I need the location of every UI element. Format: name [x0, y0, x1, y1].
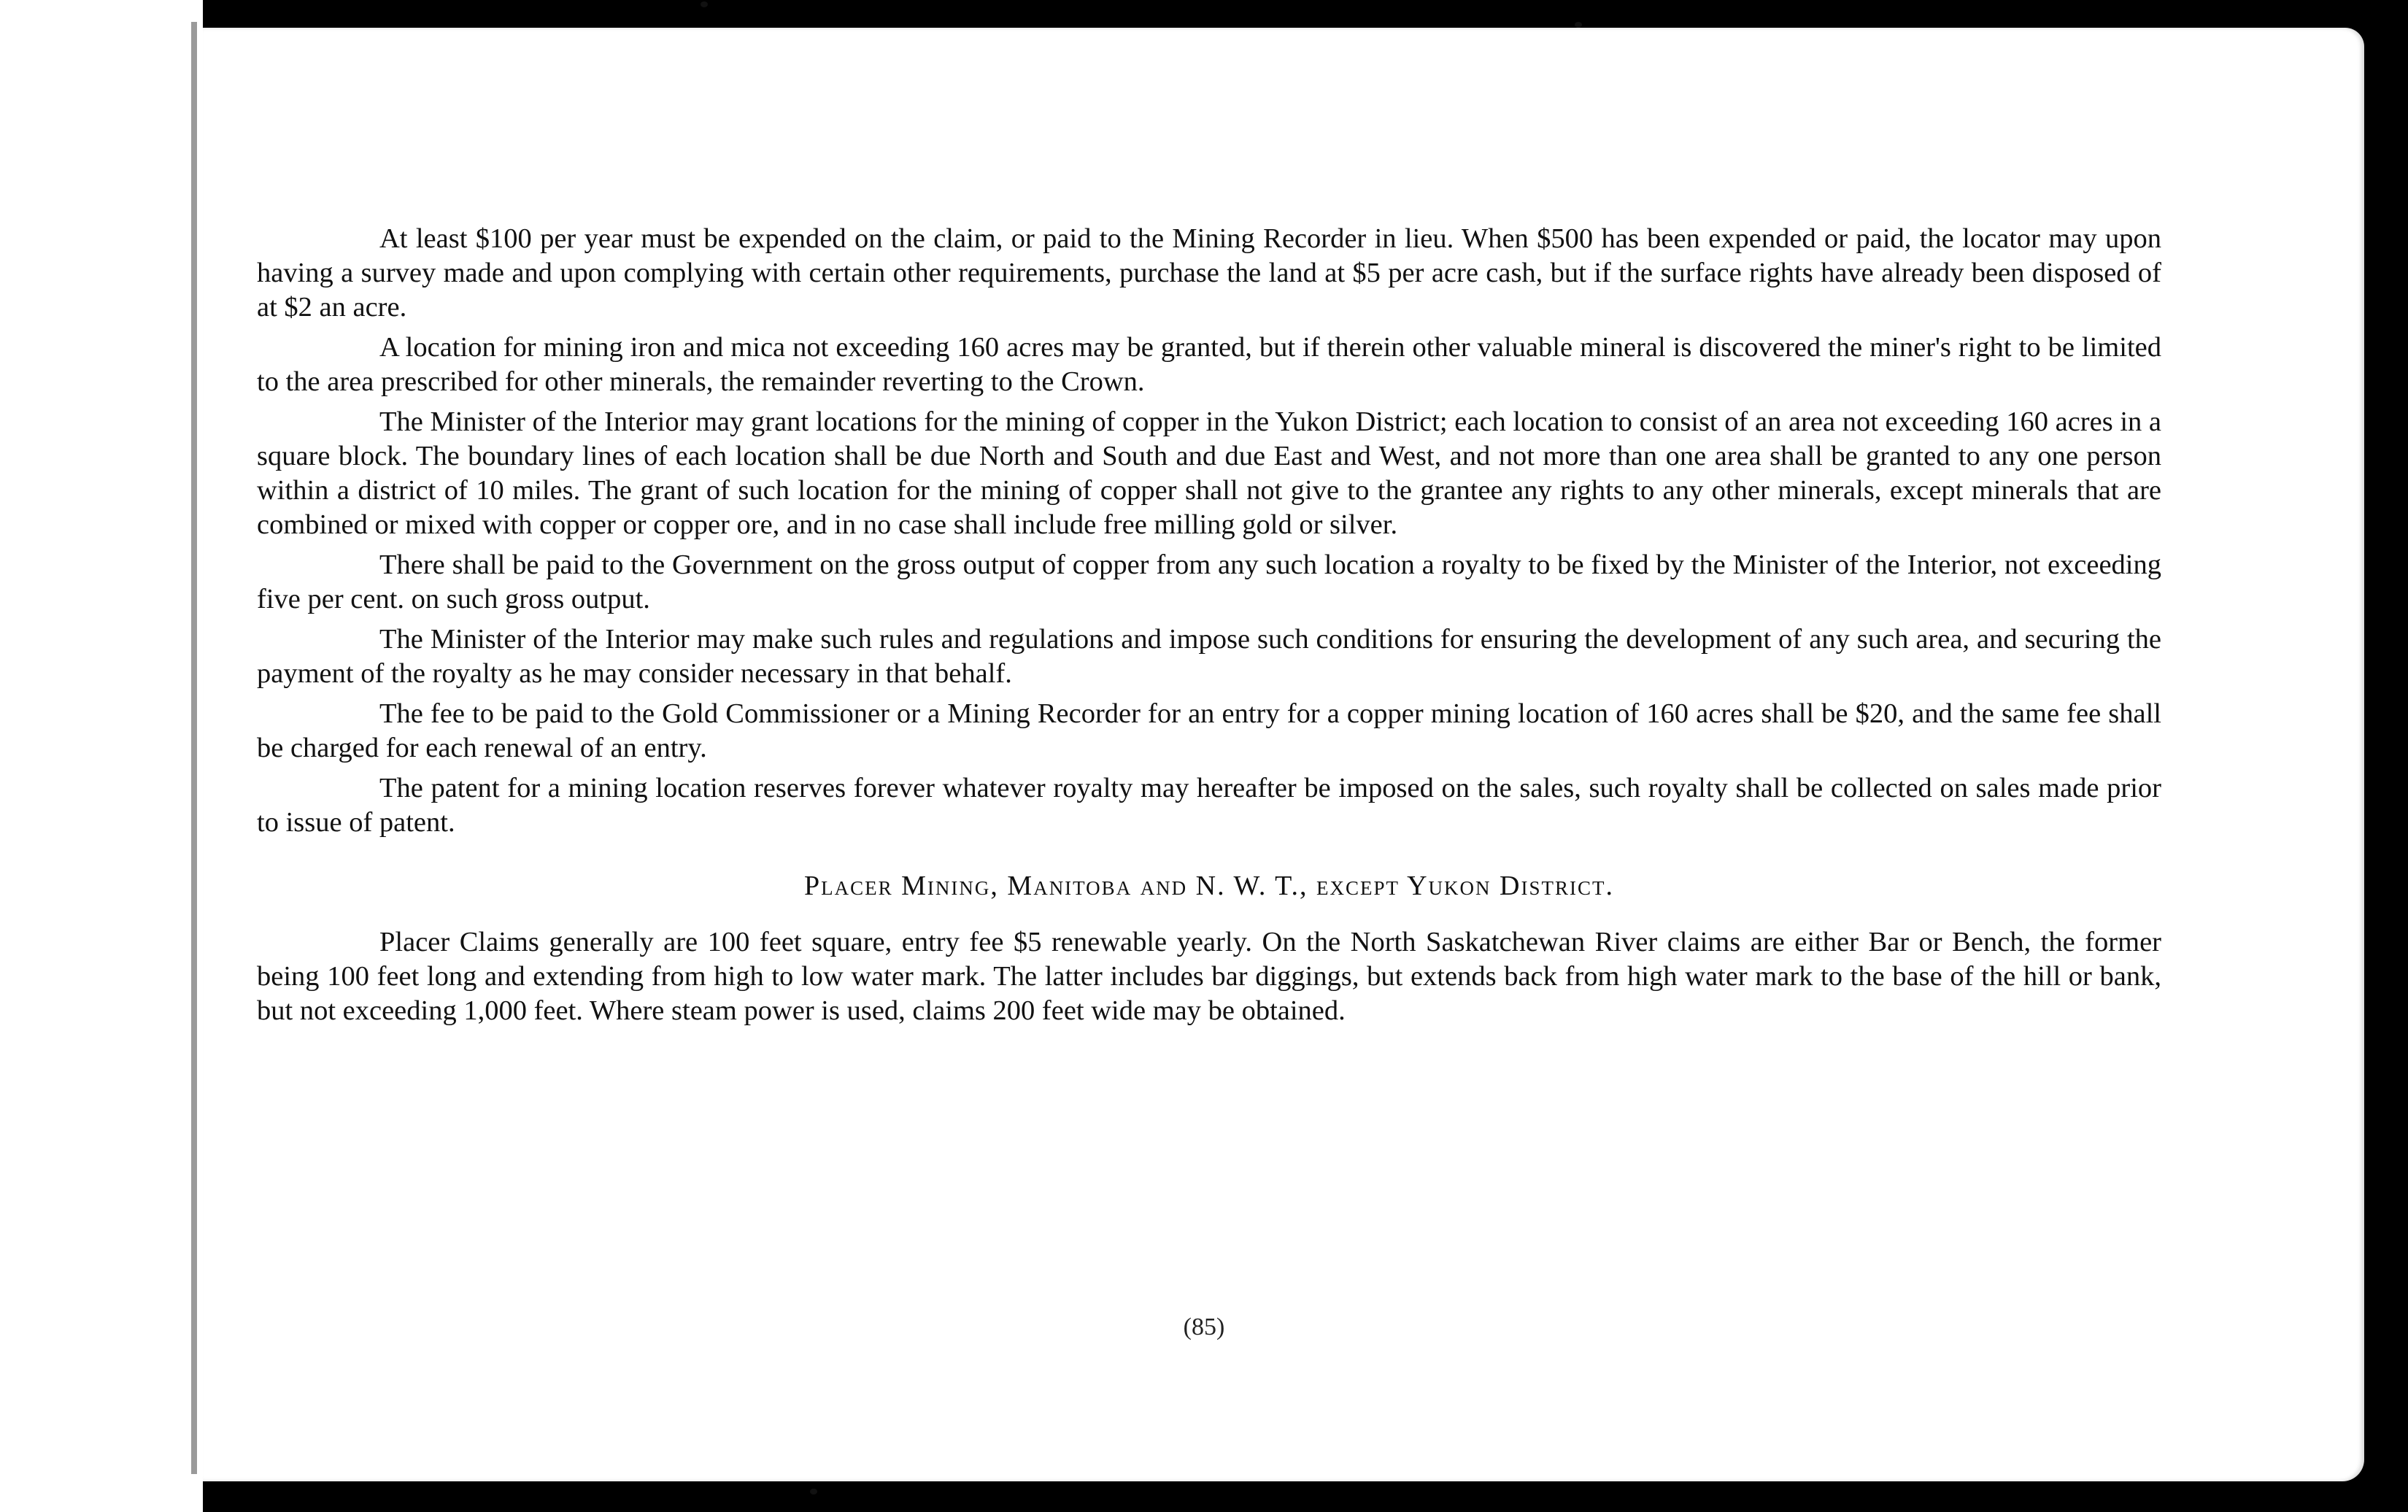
scan-speck	[701, 1, 708, 7]
binding-edge-line	[191, 22, 197, 1474]
paragraph: A location for mining iron and mica not exceeding 160 acres may be granted, but if therein other valuable mineral is discovered the miner's right to be limited to the area prescribed for other minerals, the remainder reverting to the Crown.	[257, 332, 2161, 397]
paragraph: There shall be paid to the Government on the gross output of copper from any such location a royalty to be fixed by the Minister of the Interior, not exceeding five per cent. on such gross output.	[257, 549, 2161, 614]
paragraph: At least $100 per year must be expended on the claim, or paid to the Mining Recorder in lieu. When $500 has been expended or paid, the locator may upon having a survey made and upon complying with certain other requirements, purchase the land at $5 per acre cash, but if the surface rights have already been disposed of at $2 an acre.	[257, 223, 2161, 323]
paragraph: The Minister of the Interior may grant locations for the mining of copper in the Yukon District; each location to consist of an area not exceeding 160 acres in a square block. The boundary lines of each location shall be due North and South and due East and West, and not more than one area shall be granted to any one person within a district of 10 miles. The grant of such location for the mining of copper shall not give to the grantee any rights to any other minerals, except minerals that are combined or mixed with copper or copper ore, and in no case shall include free milling gold or silver.	[257, 406, 2161, 540]
page-text	[257, 222, 2161, 1034]
page-number: (85)	[1183, 1314, 1225, 1341]
scan-speck	[1575, 22, 1582, 28]
paragraph: The fee to be paid to the Gold Commissioner or a Mining Recorder for an entry for a copper mining location of 160 acres shall be $20, and the same fee shall be charged for each renewal of an entry.	[257, 698, 2161, 763]
paragraph: The Minister of the Interior may make such rules and regulations and impose such conditions for ensuring the development of any such area, and securing the payment of the royalty as he may consider necessary in that behalf.	[257, 624, 2161, 689]
section-heading: Placer Mining, Manitoba and N. W. T., except Yukon District.	[804, 871, 1614, 901]
scan-speck	[810, 1489, 817, 1494]
scan-left-margin	[0, 0, 203, 1512]
paragraph: The patent for a mining location reserves forever whatever royalty may hereafter be imposed on the sales, such royalty shall be collected on sales made prior to issue of patent.	[257, 773, 2161, 838]
paragraph: Placer Claims generally are 100 feet square, entry fee $5 renewable yearly. On the North Saskatchewan River claims are either Bar or Bench, the former being 100 feet long and extending from high to low water mark. The latter includes bar diggings, but extends back from high water mark to the base of the hill or bank, but not exceeding 1,000 feet. Where steam power is used, claims 200 feet wide may be obtained.	[257, 927, 2161, 1026]
